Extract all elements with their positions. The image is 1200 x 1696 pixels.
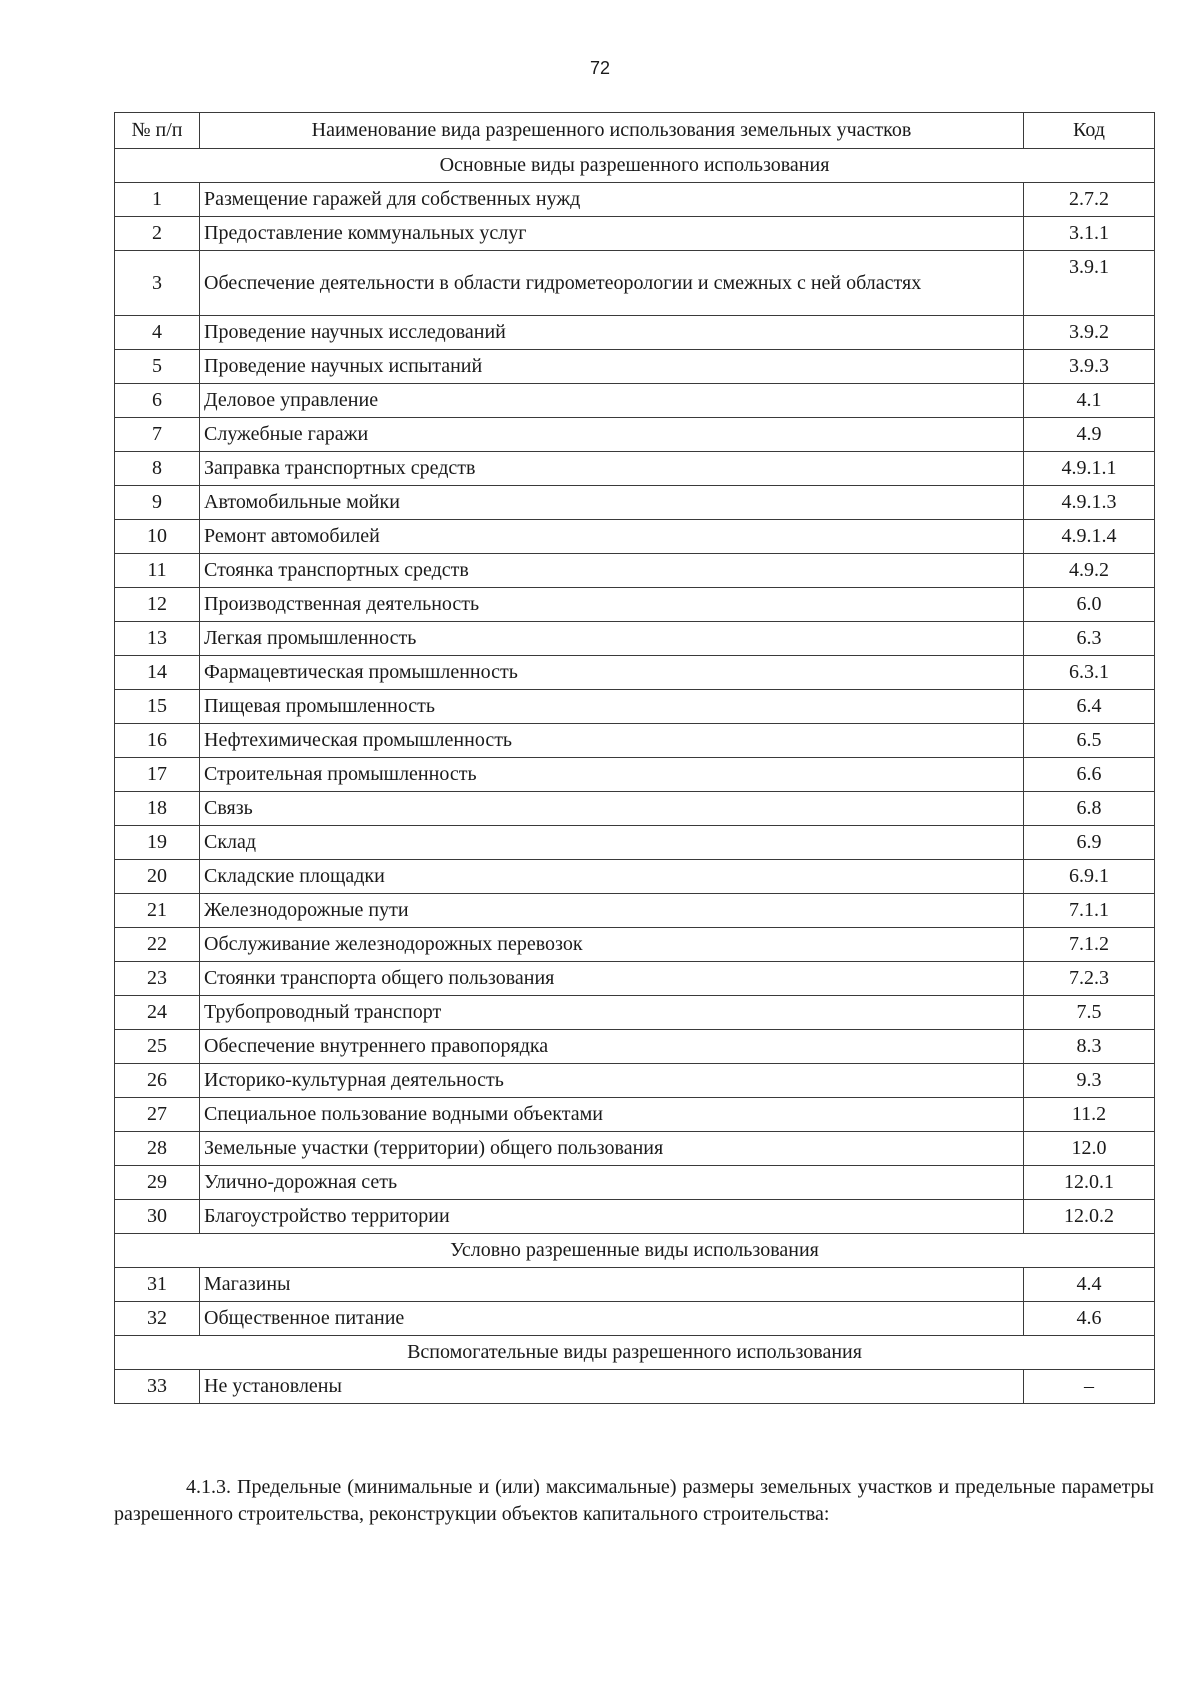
row-number: 28 bbox=[115, 1132, 200, 1166]
row-number: 18 bbox=[115, 792, 200, 826]
row-name: Специальное пользование водными объектами bbox=[200, 1098, 1024, 1132]
row-code: 6.9.1 bbox=[1024, 860, 1155, 894]
table-row bbox=[115, 1200, 1155, 1234]
row-number: 29 bbox=[115, 1166, 200, 1200]
row-number: 27 bbox=[115, 1098, 200, 1132]
row-number: 24 bbox=[115, 996, 200, 1030]
row-number: 6 bbox=[115, 384, 200, 418]
row-code: 6.9 bbox=[1024, 826, 1155, 860]
table-row bbox=[115, 486, 1155, 520]
row-number: 30 bbox=[115, 1200, 200, 1234]
section-title: Условно разрешенные виды использования bbox=[115, 1234, 1155, 1268]
row-number: 17 bbox=[115, 758, 200, 792]
land-use-table bbox=[114, 112, 1155, 1404]
row-number: 7 bbox=[115, 418, 200, 452]
row-number: 5 bbox=[115, 350, 200, 384]
table-row bbox=[115, 928, 1155, 962]
row-name: Проведение научных исследований bbox=[200, 316, 1024, 350]
header-code: Код bbox=[1024, 113, 1155, 149]
row-code: 4.9.1.3 bbox=[1024, 486, 1155, 520]
table-row bbox=[115, 826, 1155, 860]
row-name: Строительная промышленность bbox=[200, 758, 1024, 792]
table-row bbox=[115, 554, 1155, 588]
row-number: 2 bbox=[115, 217, 200, 251]
row-code: 12.0.2 bbox=[1024, 1200, 1155, 1234]
table-row bbox=[115, 860, 1155, 894]
row-code: – bbox=[1024, 1370, 1155, 1404]
row-number: 3 bbox=[115, 251, 200, 316]
table-row bbox=[115, 758, 1155, 792]
row-number: 33 bbox=[115, 1370, 200, 1404]
table-row bbox=[115, 588, 1155, 622]
row-code: 8.3 bbox=[1024, 1030, 1155, 1064]
row-name: Размещение гаражей для собственных нужд bbox=[200, 183, 1024, 217]
row-number: 12 bbox=[115, 588, 200, 622]
row-code: 6.5 bbox=[1024, 724, 1155, 758]
table-row bbox=[115, 251, 1155, 316]
table-row bbox=[115, 690, 1155, 724]
table-row bbox=[115, 1030, 1155, 1064]
row-code: 7.2.3 bbox=[1024, 962, 1155, 996]
row-name: Производственная деятельность bbox=[200, 588, 1024, 622]
row-code: 3.1.1 bbox=[1024, 217, 1155, 251]
row-number: 4 bbox=[115, 316, 200, 350]
row-code: 11.2 bbox=[1024, 1098, 1155, 1132]
table-row bbox=[115, 1268, 1155, 1302]
row-number: 15 bbox=[115, 690, 200, 724]
row-number: 22 bbox=[115, 928, 200, 962]
row-name: Не установлены bbox=[200, 1370, 1024, 1404]
row-name: Связь bbox=[200, 792, 1024, 826]
row-number: 1 bbox=[115, 183, 200, 217]
row-code: 7.1.1 bbox=[1024, 894, 1155, 928]
row-name: Предоставление коммунальных услуг bbox=[200, 217, 1024, 251]
row-number: 31 bbox=[115, 1268, 200, 1302]
row-name: Обеспечение деятельности в области гидрометеорологии и смежных с ней областях bbox=[200, 251, 1024, 316]
row-code: 4.9.2 bbox=[1024, 554, 1155, 588]
row-name: Благоустройство территории bbox=[200, 1200, 1024, 1234]
row-name: Улично-дорожная сеть bbox=[200, 1166, 1024, 1200]
row-name: Деловое управление bbox=[200, 384, 1024, 418]
row-number: 20 bbox=[115, 860, 200, 894]
table-row bbox=[115, 724, 1155, 758]
table-body bbox=[115, 149, 1155, 1404]
row-name: Обеспечение внутреннего правопорядка bbox=[200, 1030, 1024, 1064]
row-name: Обслуживание железнодорожных перевозок bbox=[200, 928, 1024, 962]
row-number: 19 bbox=[115, 826, 200, 860]
section-row bbox=[115, 1336, 1155, 1370]
row-code: 4.6 bbox=[1024, 1302, 1155, 1336]
header-name: Наименование вида разрешенного использования земельных участков bbox=[200, 113, 1024, 149]
table-row bbox=[115, 1132, 1155, 1166]
table-row bbox=[115, 1098, 1155, 1132]
table-row bbox=[115, 520, 1155, 554]
section-title: Основные виды разрешенного использования bbox=[115, 149, 1155, 183]
row-name: Ремонт автомобилей bbox=[200, 520, 1024, 554]
row-code: 12.0 bbox=[1024, 1132, 1155, 1166]
table-row bbox=[115, 418, 1155, 452]
row-number: 32 bbox=[115, 1302, 200, 1336]
row-name: Трубопроводный транспорт bbox=[200, 996, 1024, 1030]
row-name: Фармацевтическая промышленность bbox=[200, 656, 1024, 690]
row-code: 6.0 bbox=[1024, 588, 1155, 622]
table-row bbox=[115, 622, 1155, 656]
row-name: Пищевая промышленность bbox=[200, 690, 1024, 724]
row-code: 4.9 bbox=[1024, 418, 1155, 452]
row-name: Стоянка транспортных средств bbox=[200, 554, 1024, 588]
table-row bbox=[115, 1370, 1155, 1404]
row-number: 14 bbox=[115, 656, 200, 690]
row-code: 4.9.1.4 bbox=[1024, 520, 1155, 554]
table-row bbox=[115, 656, 1155, 690]
row-name: Автомобильные мойки bbox=[200, 486, 1024, 520]
row-code: 6.6 bbox=[1024, 758, 1155, 792]
row-number: 21 bbox=[115, 894, 200, 928]
row-number: 23 bbox=[115, 962, 200, 996]
row-name: Железнодорожные пути bbox=[200, 894, 1024, 928]
row-number: 10 bbox=[115, 520, 200, 554]
table-row bbox=[115, 962, 1155, 996]
row-name: Общественное питание bbox=[200, 1302, 1024, 1336]
row-code: 4.9.1.1 bbox=[1024, 452, 1155, 486]
row-code: 2.7.2 bbox=[1024, 183, 1155, 217]
row-name: Складские площадки bbox=[200, 860, 1024, 894]
row-code: 3.9.3 bbox=[1024, 350, 1155, 384]
row-name: Служебные гаражи bbox=[200, 418, 1024, 452]
table-row bbox=[115, 384, 1155, 418]
section-title: Вспомогательные виды разрешенного использования bbox=[115, 1336, 1155, 1370]
row-number: 16 bbox=[115, 724, 200, 758]
row-code: 6.4 bbox=[1024, 690, 1155, 724]
row-code: 6.3.1 bbox=[1024, 656, 1155, 690]
row-number: 9 bbox=[115, 486, 200, 520]
table-row bbox=[115, 183, 1155, 217]
row-code: 9.3 bbox=[1024, 1064, 1155, 1098]
row-code: 6.3 bbox=[1024, 622, 1155, 656]
section-row bbox=[115, 149, 1155, 183]
row-number: 25 bbox=[115, 1030, 200, 1064]
row-code: 3.9.2 bbox=[1024, 316, 1155, 350]
row-name: Легкая промышленность bbox=[200, 622, 1024, 656]
row-code: 4.1 bbox=[1024, 384, 1155, 418]
table-row bbox=[115, 316, 1155, 350]
row-code: 4.4 bbox=[1024, 1268, 1155, 1302]
table-row bbox=[115, 350, 1155, 384]
row-number: 26 bbox=[115, 1064, 200, 1098]
table-header-row bbox=[115, 113, 1155, 149]
row-name: Склад bbox=[200, 826, 1024, 860]
paragraph-4-1-3: 4.1.3. Предельные (минимальные и (или) максимальные) размеры земельных участков и предельные параметры разрешенного строительства, реконструкции объектов капитального строительства: bbox=[114, 1476, 1154, 1525]
row-name: Заправка транспортных средств bbox=[200, 452, 1024, 486]
row-name: Проведение научных испытаний bbox=[200, 350, 1024, 384]
row-code: 7.5 bbox=[1024, 996, 1155, 1030]
page-number: 72 bbox=[589, 58, 611, 78]
row-code: 7.1.2 bbox=[1024, 928, 1155, 962]
row-number: 8 bbox=[115, 452, 200, 486]
row-name: Магазины bbox=[200, 1268, 1024, 1302]
table-row bbox=[115, 1302, 1155, 1336]
row-code: 12.0.1 bbox=[1024, 1166, 1155, 1200]
table-row bbox=[115, 452, 1155, 486]
table-row bbox=[115, 1064, 1155, 1098]
row-name: Нефтехимическая промышленность bbox=[200, 724, 1024, 758]
header-num: № п/п bbox=[115, 113, 200, 149]
table-row bbox=[115, 894, 1155, 928]
table-row bbox=[115, 217, 1155, 251]
row-code: 6.8 bbox=[1024, 792, 1155, 826]
section-row bbox=[115, 1234, 1155, 1268]
row-name: Стоянки транспорта общего пользования bbox=[200, 962, 1024, 996]
row-name: Историко-культурная деятельность bbox=[200, 1064, 1024, 1098]
table-row bbox=[115, 1166, 1155, 1200]
row-number: 11 bbox=[115, 554, 200, 588]
row-name: Земельные участки (территории) общего пользования bbox=[200, 1132, 1024, 1166]
table-row bbox=[115, 996, 1155, 1030]
row-number: 13 bbox=[115, 622, 200, 656]
row-code: 3.9.1 bbox=[1024, 251, 1155, 316]
table-row bbox=[115, 792, 1155, 826]
